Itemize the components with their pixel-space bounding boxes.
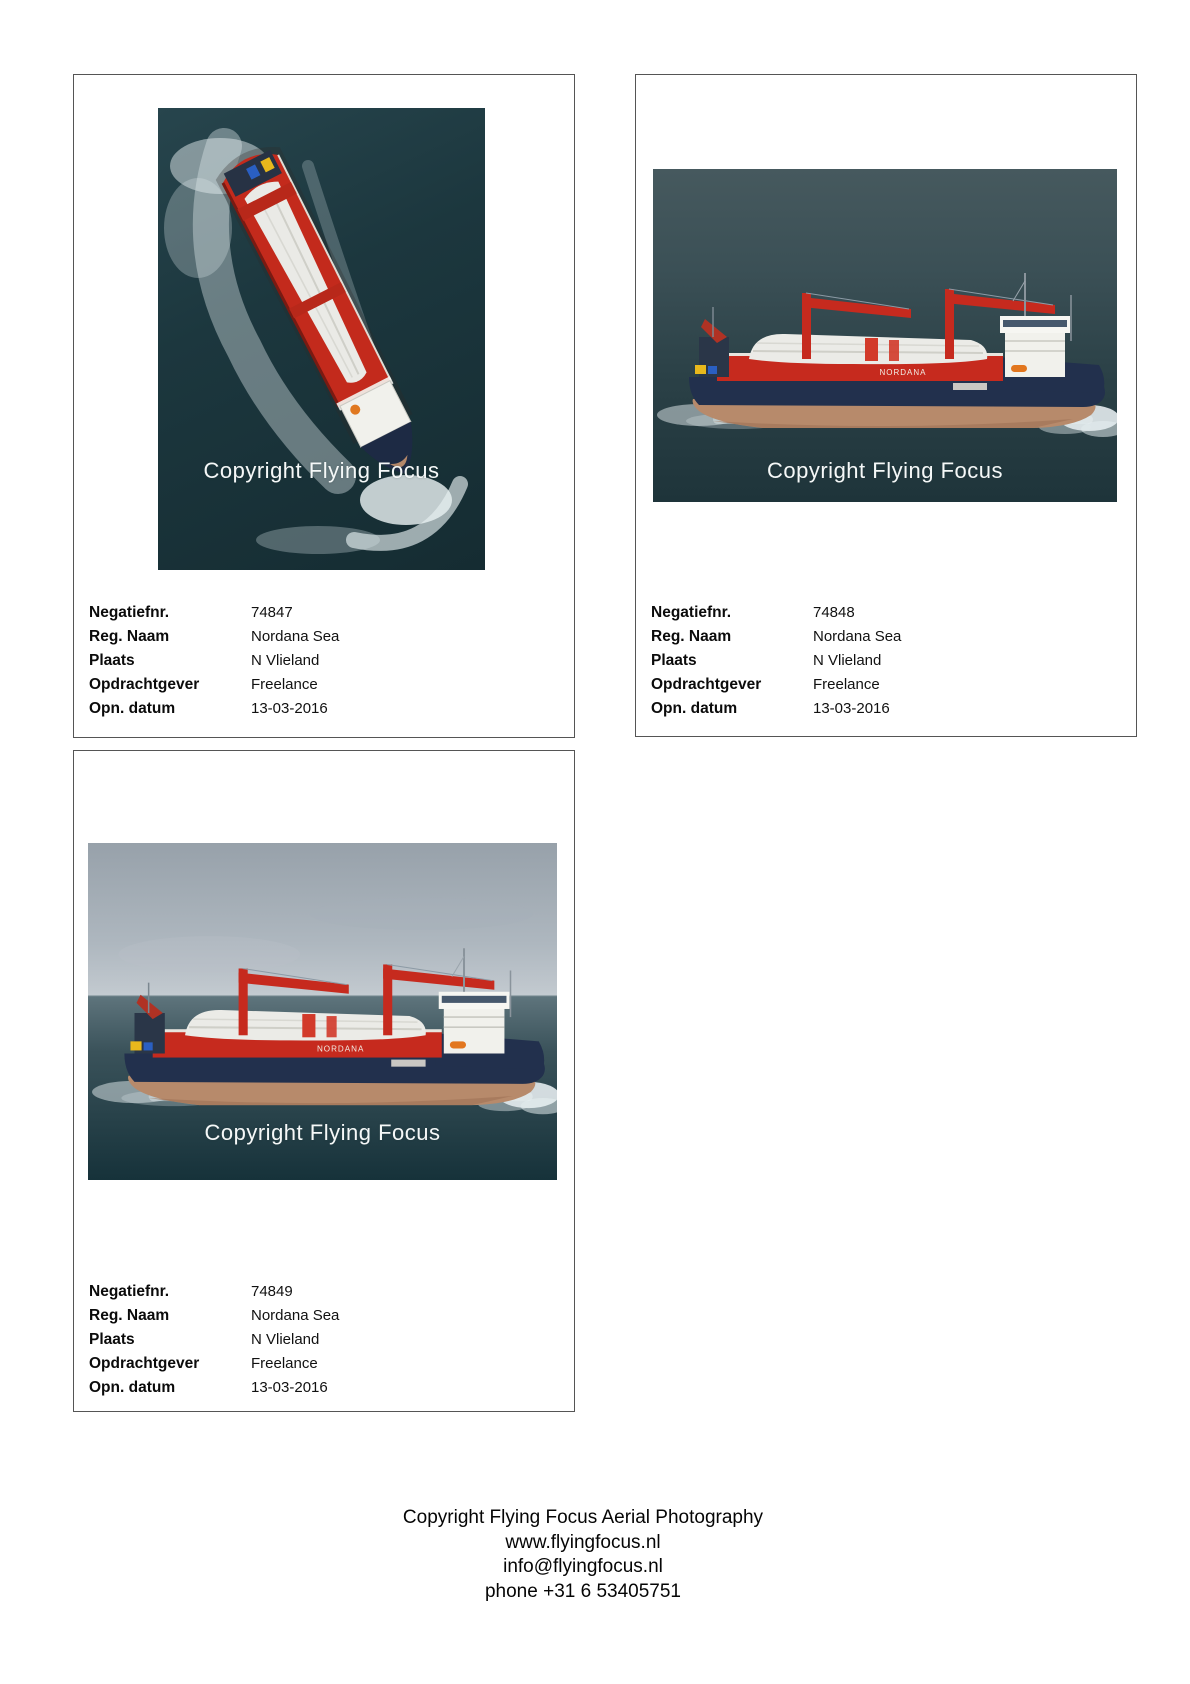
meta-value: 13-03-2016 [251, 700, 328, 717]
meta-row-opn-datum [74, 1376, 574, 1400]
meta-label: Reg. Naam [651, 628, 732, 645]
meta-value: 13-03-2016 [251, 1379, 328, 1396]
meta-row-reg-naam [74, 625, 574, 649]
meta-value: Freelance [251, 676, 318, 693]
meta-row-plaats [74, 649, 574, 673]
photo-card-74849 [73, 750, 575, 1412]
ship-top-view-illustration [158, 108, 485, 570]
meta-label: Negatiefnr. [89, 1283, 170, 1300]
photo-card-74847 [73, 74, 575, 738]
ship-side-view-illustration [88, 843, 557, 1180]
aerial-photo-74849 [88, 843, 557, 1180]
meta-value: Nordana Sea [251, 1307, 340, 1324]
meta-row-opn-datum [74, 697, 574, 721]
meta-row-opdrachtgever [636, 673, 1136, 697]
photo-metadata [636, 601, 1136, 721]
meta-label: Reg. Naam [89, 628, 170, 645]
meta-row-negatiefnr [74, 601, 574, 625]
meta-label: Opdrachtgever [89, 676, 200, 693]
meta-row-opdrachtgever [74, 1352, 574, 1376]
meta-row-plaats [74, 1328, 574, 1352]
aerial-photo-74848 [653, 169, 1117, 502]
hull-name-text: NORDANA [879, 368, 927, 377]
footer-copyright-line: Copyright Flying Focus Aerial Photography [402, 1507, 764, 1528]
meta-value: N Vlieland [251, 1331, 320, 1348]
meta-label: Opdrachtgever [89, 1355, 200, 1372]
meta-value: N Vlieland [251, 652, 320, 669]
meta-value: N Vlieland [813, 652, 882, 669]
footer-phone: phone +31 6 53405751 [484, 1580, 681, 1602]
footer-email: info@flyingfocus.nl [503, 1556, 663, 1577]
meta-row-opdrachtgever [74, 673, 574, 697]
photo-card-74848 [635, 74, 1137, 737]
aerial-photo-74847 [158, 108, 485, 570]
meta-label: Negatiefnr. [89, 604, 170, 621]
meta-value: Nordana Sea [251, 628, 340, 645]
meta-value: Freelance [813, 676, 880, 693]
meta-value: Nordana Sea [813, 628, 902, 645]
photo-metadata [74, 601, 574, 721]
meta-label: Opn. datum [89, 700, 176, 717]
meta-value: 13-03-2016 [813, 700, 890, 717]
meta-label: Reg. Naam [89, 1307, 170, 1324]
meta-row-opn-datum [636, 697, 1136, 721]
meta-row-plaats [636, 649, 1136, 673]
ship-side-view-illustration [653, 169, 1117, 502]
meta-value: 74847 [251, 604, 293, 621]
meta-label: Plaats [89, 652, 135, 669]
meta-label: Opn. datum [89, 1379, 176, 1396]
photo-metadata [74, 1280, 574, 1400]
photo-watermark: Copyright Flying Focus [203, 458, 440, 483]
meta-label: Opn. datum [651, 700, 738, 717]
meta-row-reg-naam [636, 625, 1136, 649]
meta-value: Freelance [251, 1355, 318, 1372]
photo-watermark: Copyright Flying Focus [204, 1120, 441, 1145]
meta-row-reg-naam [74, 1304, 574, 1328]
photo-watermark: Copyright Flying Focus [767, 458, 1003, 483]
meta-row-negatiefnr [636, 601, 1136, 625]
meta-row-negatiefnr [74, 1280, 574, 1304]
meta-label: Plaats [651, 652, 697, 669]
meta-label: Plaats [89, 1331, 135, 1348]
meta-value: 74849 [251, 1283, 293, 1300]
page-footer [0, 1506, 1166, 1604]
footer-website: www.flyingfocus.nl [505, 1531, 661, 1553]
hull-name-text: NORDANA [316, 1044, 365, 1054]
meta-label: Negatiefnr. [651, 604, 732, 621]
meta-value: 74848 [813, 604, 855, 621]
meta-label: Opdrachtgever [651, 676, 762, 693]
